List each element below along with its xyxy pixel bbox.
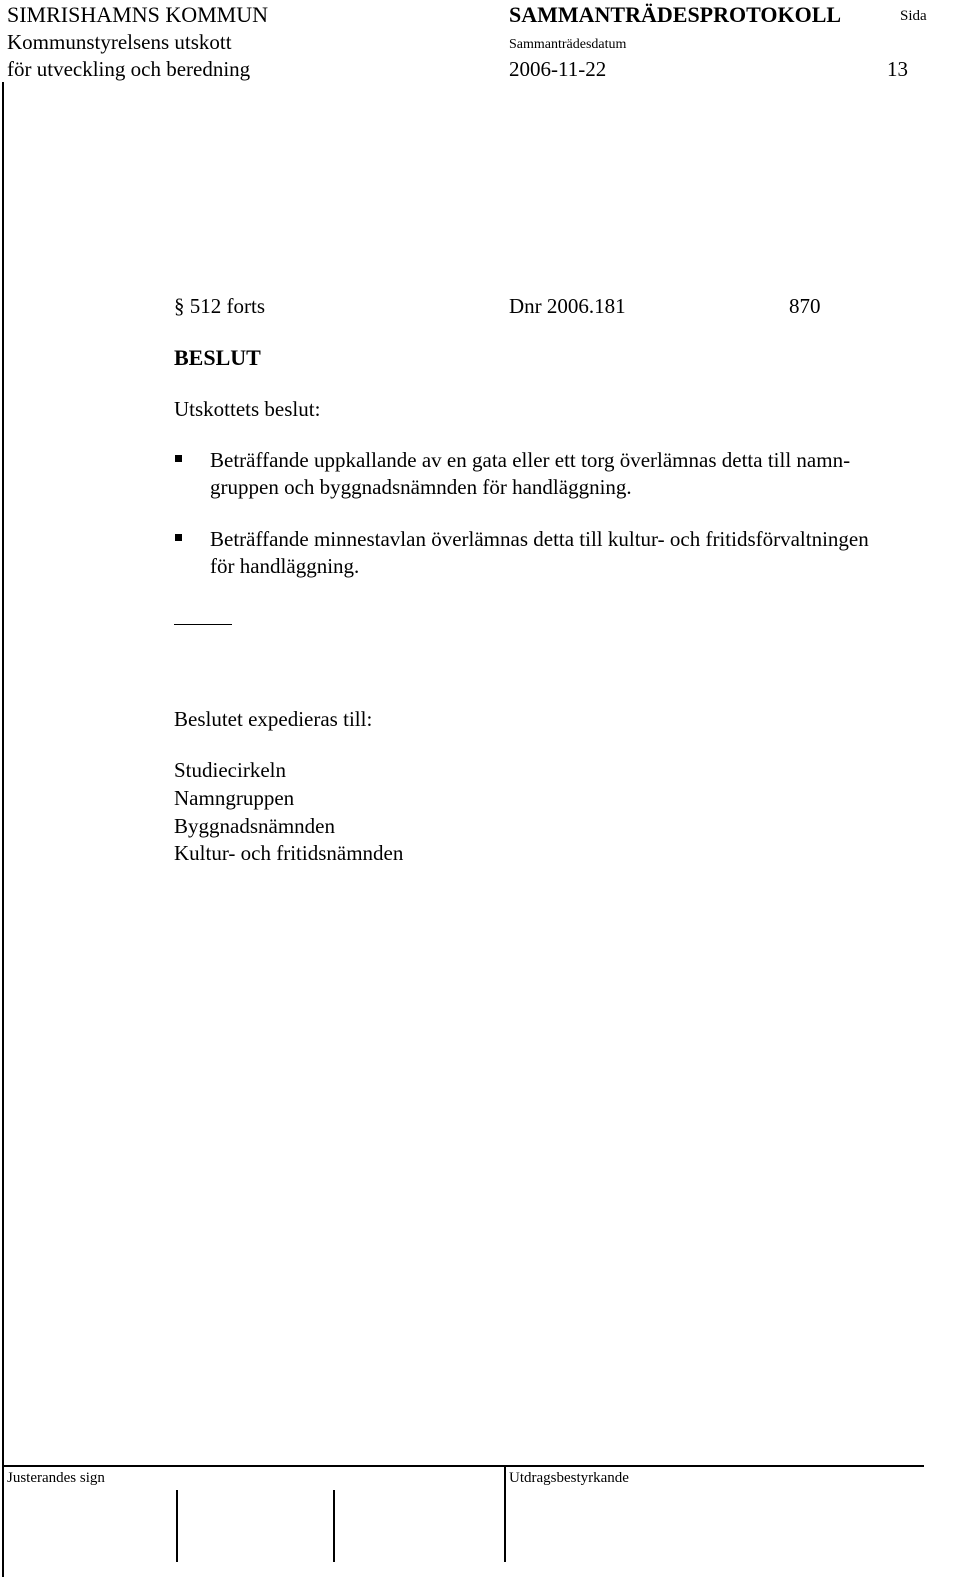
left-border-line	[2, 82, 4, 1577]
recipient: Byggnadsnämnden	[174, 814, 335, 838]
bullet-1-line-1: Beträffande uppkallande av en gata eller ett torg överlämnas detta till namn-	[210, 448, 851, 472]
decision-intro: Utskottets beslut:	[174, 397, 321, 421]
bullet-2-line-1: Beträffande minnestavlan överlämnas detta till kultur- och fritidsförvaltningen	[210, 527, 869, 551]
committee-line-2: för utveckling och beredning	[7, 57, 251, 81]
document-type: SAMMANTRÄDESPROTOKOLL	[509, 2, 842, 27]
decision-heading: BESLUT	[174, 345, 261, 370]
bullet-square-icon	[175, 455, 182, 462]
recipient: Namngruppen	[174, 786, 295, 810]
meeting-date: 2006-11-22	[509, 57, 607, 81]
separator-rule	[174, 624, 232, 625]
signature-box-divider	[176, 1490, 178, 1562]
date-label: Sammanträdesdatum	[509, 37, 627, 52]
archive-code: 870	[789, 294, 821, 318]
recipient: Studiecirkeln	[174, 758, 286, 782]
page-number: 13	[887, 57, 908, 81]
page-label: Sida	[900, 8, 927, 24]
footer-center-divider	[504, 1466, 506, 1562]
recipient: Kultur- och fritidsnämnden	[174, 841, 404, 865]
section-number: § 512 forts	[174, 294, 265, 318]
signature-box-divider	[333, 1490, 335, 1562]
bullet-1-line-2: gruppen och byggnadsnämnden för handläggning.	[210, 475, 632, 499]
org-name: SIMRISHAMNS KOMMUN	[7, 2, 268, 27]
diary-number: Dnr 2006.181	[509, 294, 626, 318]
footer-utdragsbestyrkande: Utdragsbestyrkande	[509, 1470, 629, 1486]
committee-line-1: Kommunstyrelsens utskott	[7, 30, 232, 54]
distribution-heading: Beslutet expedieras till:	[174, 707, 373, 731]
bullet-2-line-2: för handläggning.	[210, 554, 360, 578]
footer-justerandes-sign: Justerandes sign	[7, 1470, 105, 1486]
footer-top-line	[2, 1465, 924, 1467]
bullet-square-icon	[175, 534, 182, 541]
